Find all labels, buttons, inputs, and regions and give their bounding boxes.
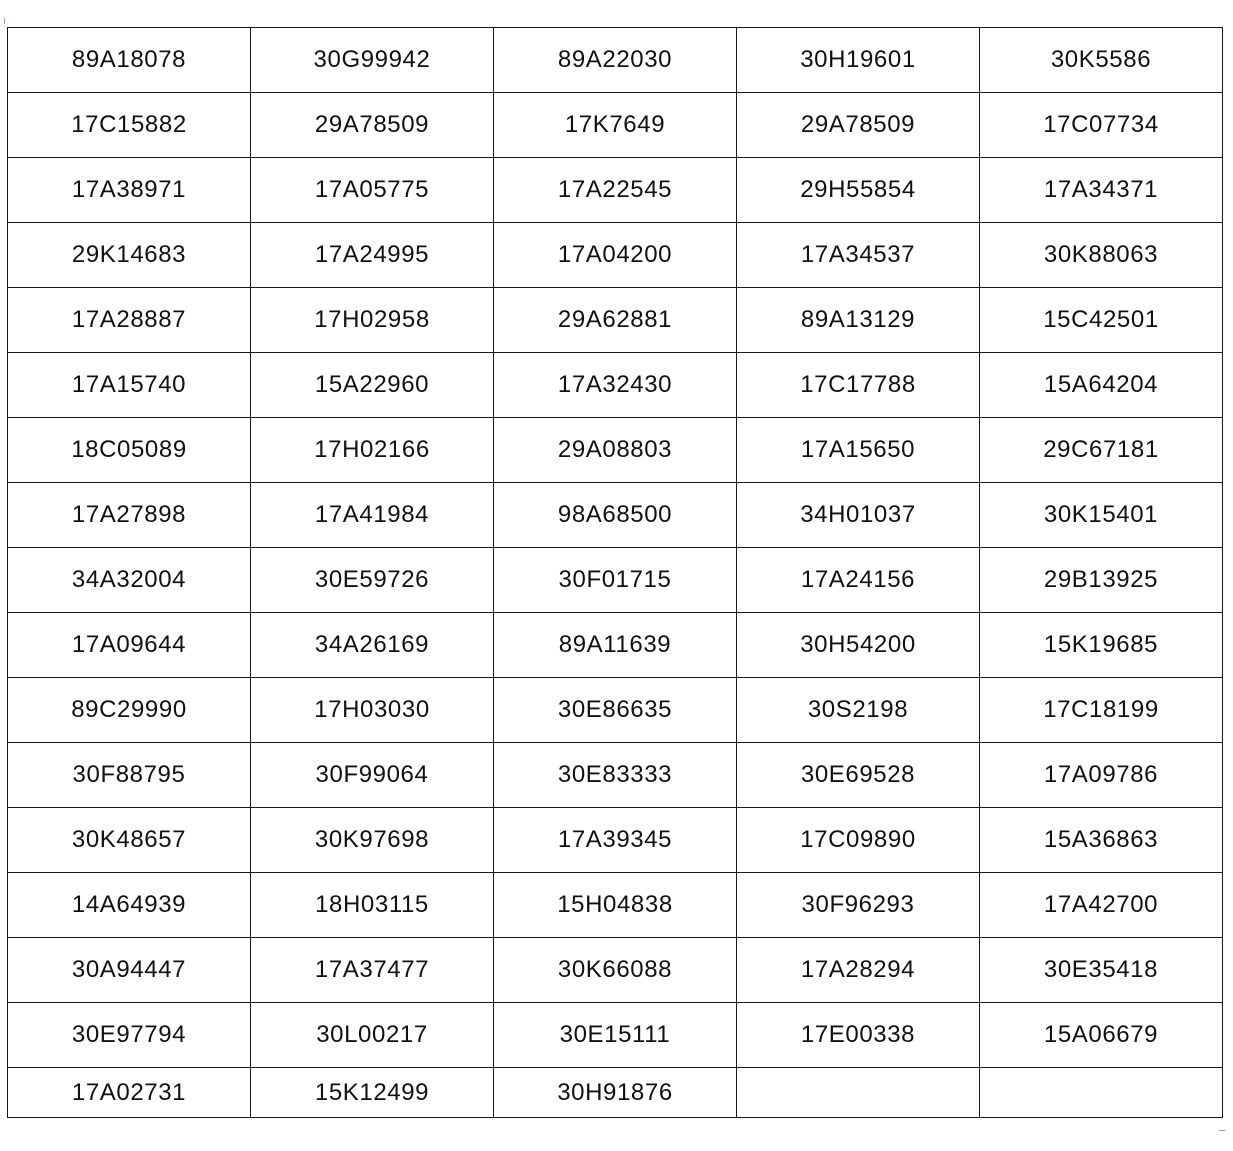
corner-crop-mark: [1219, 1130, 1225, 1131]
table-cell: 30F01715: [494, 548, 737, 613]
table-cell: 30G99942: [251, 28, 494, 93]
table-cell: 30K88063: [980, 223, 1223, 288]
table-cell: 89A22030: [494, 28, 737, 93]
table-row: [8, 808, 1223, 873]
table-cell: 30H54200: [737, 613, 980, 678]
table-cell: 15H04838: [494, 873, 737, 938]
table-row: [8, 288, 1223, 353]
table-row: [8, 1003, 1223, 1068]
table-cell: 30E15111: [494, 1003, 737, 1068]
table-cell: 17A42700: [980, 873, 1223, 938]
table-cell: 34A26169: [251, 613, 494, 678]
table-cell: 17A38971: [8, 158, 251, 223]
table-row: [8, 28, 1223, 93]
table-cell: 29B13925: [980, 548, 1223, 613]
table-cell: 15A22960: [251, 353, 494, 418]
table-cell: 30E59726: [251, 548, 494, 613]
table-cell: 17A09786: [980, 743, 1223, 808]
table-cell: 15K12499: [251, 1068, 494, 1118]
table-cell: 29K14683: [8, 223, 251, 288]
table-cell: 30E86635: [494, 678, 737, 743]
table-cell: 29A78509: [251, 93, 494, 158]
table-row: [8, 743, 1223, 808]
table-cell-empty: [737, 1068, 980, 1118]
table-cell: 30F88795: [8, 743, 251, 808]
table-cell: 30L00217: [251, 1003, 494, 1068]
table-cell: 17K7649: [494, 93, 737, 158]
table-cell: 17A05775: [251, 158, 494, 223]
table-row: [8, 613, 1223, 678]
table-row: [8, 158, 1223, 223]
table-cell: 17C07734: [980, 93, 1223, 158]
table-cell: 30E97794: [8, 1003, 251, 1068]
table-cell: 17A24156: [737, 548, 980, 613]
table-cell: 17A02731: [8, 1068, 251, 1118]
table-cell: 30H91876: [494, 1068, 737, 1118]
table-cell: 30S2198: [737, 678, 980, 743]
table-cell: 17C09890: [737, 808, 980, 873]
table-row: [8, 1068, 1223, 1118]
table-cell-empty: [980, 1068, 1223, 1118]
table-cell: 30K5586: [980, 28, 1223, 93]
table-row: [8, 483, 1223, 548]
table-cell: 34H01037: [737, 483, 980, 548]
table-cell: 17A39345: [494, 808, 737, 873]
table-cell: 30E83333: [494, 743, 737, 808]
text-cursor-mark: [4, 18, 5, 24]
table-cell: 30K97698: [251, 808, 494, 873]
table-cell: 29A08803: [494, 418, 737, 483]
table-cell: 17H03030: [251, 678, 494, 743]
table-cell: 17C15882: [8, 93, 251, 158]
table-cell: 34A32004: [8, 548, 251, 613]
table-cell: 17A22545: [494, 158, 737, 223]
table-cell: 30K66088: [494, 938, 737, 1003]
table-cell: 17A34537: [737, 223, 980, 288]
table-cell: 15A64204: [980, 353, 1223, 418]
table-cell: 15A06679: [980, 1003, 1223, 1068]
table-cell: 30E69528: [737, 743, 980, 808]
table-cell: 89A11639: [494, 613, 737, 678]
table-cell: 30A94447: [8, 938, 251, 1003]
table-cell: 18H03115: [251, 873, 494, 938]
table-row: [8, 678, 1223, 743]
table-row: [8, 873, 1223, 938]
table-cell: 17A04200: [494, 223, 737, 288]
table-cell: 29A62881: [494, 288, 737, 353]
table-cell: 15C42501: [980, 288, 1223, 353]
table-cell: 17A28294: [737, 938, 980, 1003]
table-cell: 29A78509: [737, 93, 980, 158]
table-row: [8, 548, 1223, 613]
table-cell: 29H55854: [737, 158, 980, 223]
table-cell: 17A41984: [251, 483, 494, 548]
table-row: [8, 938, 1223, 1003]
table-cell: 89A18078: [8, 28, 251, 93]
table-cell: 15A36863: [980, 808, 1223, 873]
table-cell: 17A28887: [8, 288, 251, 353]
table-cell: 17A32430: [494, 353, 737, 418]
table-cell: 17A15650: [737, 418, 980, 483]
license-plate-table: [7, 27, 1223, 1118]
table-cell: 14A64939: [8, 873, 251, 938]
table-row: [8, 418, 1223, 483]
table-cell: 30F96293: [737, 873, 980, 938]
table-row: [8, 223, 1223, 288]
table-cell: 98A68500: [494, 483, 737, 548]
table-cell: 30K48657: [8, 808, 251, 873]
table-cell: 89A13129: [737, 288, 980, 353]
table-cell: 17C18199: [980, 678, 1223, 743]
table-cell: 17A09644: [8, 613, 251, 678]
table-row: [8, 353, 1223, 418]
table-cell: 17A27898: [8, 483, 251, 548]
table-cell: 30H19601: [737, 28, 980, 93]
table-cell: 17A24995: [251, 223, 494, 288]
table-cell: 30E35418: [980, 938, 1223, 1003]
table-cell: 17H02958: [251, 288, 494, 353]
table-cell: 17H02166: [251, 418, 494, 483]
table-cell: 30K15401: [980, 483, 1223, 548]
table-cell: 30F99064: [251, 743, 494, 808]
table-cell: 29C67181: [980, 418, 1223, 483]
table-cell: 17A37477: [251, 938, 494, 1003]
table-cell: 17E00338: [737, 1003, 980, 1068]
table-cell: 17A34371: [980, 158, 1223, 223]
table-cell: 15K19685: [980, 613, 1223, 678]
table-cell: 17C17788: [737, 353, 980, 418]
table-cell: 18C05089: [8, 418, 251, 483]
table-cell: 89C29990: [8, 678, 251, 743]
table-row: [8, 93, 1223, 158]
table-cell: 17A15740: [8, 353, 251, 418]
